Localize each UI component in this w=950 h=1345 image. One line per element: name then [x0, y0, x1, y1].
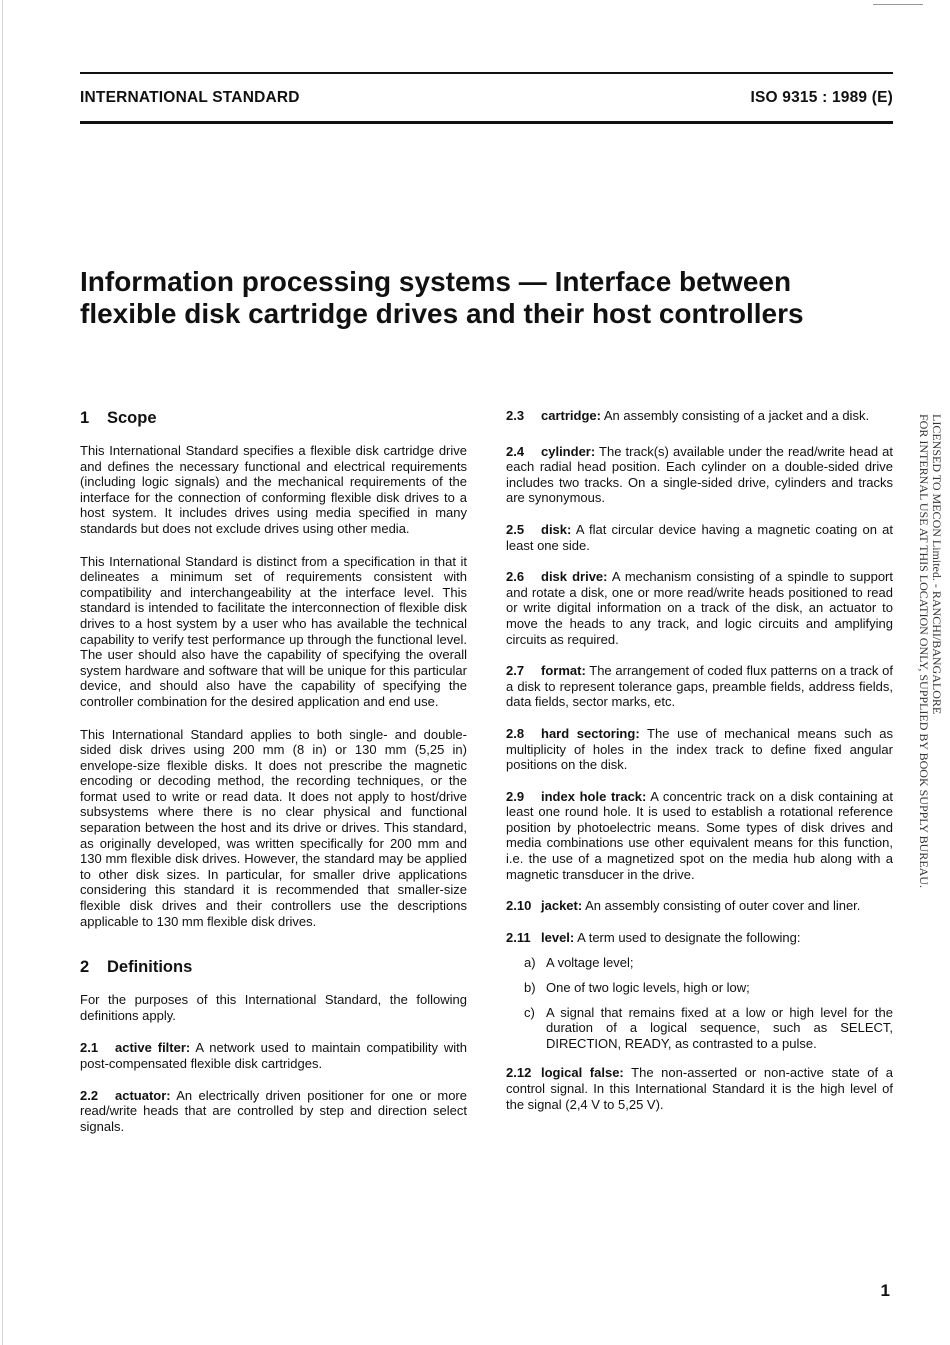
section-heading-definitions: [80, 957, 467, 977]
level-list: [524, 955, 893, 1051]
definition-entry: [506, 789, 893, 883]
scope-paragraph: This International Standard specifies a flexible disk cartridge drive and defines the necessary functional and electrical requirements (including logic signals) and the mechanical requirements of the interface for the connection of conforming flexible disk drives to a host system. It includes drives using media specified in many standards but does not exclude drives using other media.: [80, 443, 467, 536]
definition-term: cartridge:: [541, 408, 601, 423]
header-document-number: ISO 9315 : 1989 (E): [750, 89, 893, 106]
definition-text: The arrangement of coded flux patterns on a track of a disk to represent tolerance gaps, preamble fields, address fields, data fields, sector marks, etc.: [506, 663, 893, 710]
definition-entry: [506, 569, 893, 647]
scope-paragraph: This International Standard is distinct from a specification in that it delineates a minimum set of requirements consistent with compatibility and interchangeability at the interface level. This standard is intended to facilitate the interconnection of flexible disk drives to a host system by a user who has available the technical capability to verify test performance up through the functional level. The user should also have the capability of specifying the overall system hardware and software that will be unique for this particular device, and should also have the capability of specifying the controller combination for the desired application and end use.: [80, 553, 467, 709]
definition-text: A flat circular device having a magnetic coating on at least one side.: [506, 521, 893, 553]
definition-text: An electrically driven positioner for one or more read/write heads that are controlled by step and direction select signals.: [80, 1087, 467, 1134]
definition-number: 2.11: [506, 929, 531, 945]
header-standard-type: INTERNATIONAL STANDARD: [80, 89, 300, 106]
definition-text: A mechanism consisting of a spindle to support and rotate a disk, one or more read/write heads positioned to read or write digital information on a track of the disk, an actuator to move the heads to any track, and logic circuits and amplifying circuits as required.: [506, 569, 893, 647]
list-text: One of two logic levels, high or low;: [546, 980, 750, 996]
definition-term: index hole track:: [541, 788, 647, 804]
definition-term: active filter:: [115, 1040, 191, 1056]
list-label: c): [524, 1004, 535, 1020]
definition-text: The track(s) available under the read/write head at each radial head position. Each cylinder on a double-sided drive includes two tracks. On a single-sided drive, cylinders and tracks are synonymous.: [506, 443, 893, 506]
definition-text: The use of mechanical means such as multiplicity of holes in the index track to define fixed angular positions on the disk.: [506, 725, 894, 773]
page-number: 1: [880, 1281, 890, 1300]
definition-term: logical false:: [541, 1065, 624, 1081]
section-number: 1: [80, 409, 90, 427]
definition-entry: [506, 408, 893, 424]
definition-term: level:: [541, 929, 575, 945]
definition-number: 2.3: [506, 408, 525, 423]
definition-number: 2.12: [506, 1065, 532, 1081]
definition-entry: [506, 726, 893, 773]
section-number: 2: [80, 958, 90, 977]
definition-number: 2.4: [506, 443, 525, 459]
list-item: [524, 955, 893, 971]
definition-text: An assembly consisting of outer cover and liner.: [582, 898, 861, 914]
list-item: [524, 980, 893, 996]
section-heading-scope: [80, 408, 467, 428]
scope-paragraph: This International Standard applies to both single- and double-sided disk drives using 200 mm (8 in) or 130 mm (5,25 in) envelope-size flexible disks. It does not prescribe the magnetic encoding or decoding method, the recording techniques, or the format used to write or read data. It does not apply to host/drive subsystems where there is no clear physical and functional separation between the host and its drive or drives. This standard, as originally developed, was written specifically for 200 mm and 130 mm flexible disk drives. However, the standard may be applied to other disk sizes. In particular, for smaller drive applications considering this standard it is recommended that smaller-size flexible disk drives and their controllers use the descriptions applicable to 130 mm flexible disk drives.: [80, 726, 467, 929]
definition-entry: [506, 522, 893, 553]
definition-entry: [506, 1065, 893, 1112]
list-label: b): [524, 980, 536, 996]
definition-entry: [80, 1088, 467, 1135]
definition-entry: [80, 1040, 467, 1071]
definition-term: cylinder:: [541, 443, 596, 459]
definition-number: 2.9: [506, 788, 525, 804]
definition-entry: [506, 898, 893, 914]
definition-text: A term used to designate the following:: [574, 929, 801, 945]
scan-edge: [2, 0, 3, 1345]
definition-entry: [506, 930, 893, 946]
definition-text: The non-asserted or non-active state of a control signal. In this International Standard it is the high level of the signal (2,4 V to 5,25 V).: [506, 1065, 893, 1112]
definition-number: 2.6: [506, 569, 525, 585]
definition-number: 2.1: [80, 1040, 99, 1056]
right-column: [506, 408, 893, 1128]
left-column: [80, 408, 467, 1150]
header-top-rule: [80, 72, 893, 74]
definition-term: actuator:: [115, 1087, 171, 1103]
definition-number: 2.5: [506, 521, 525, 537]
definition-number: 2.2: [80, 1087, 99, 1103]
definition-entry: [506, 444, 893, 506]
definition-text: A network used to maintain compatibility with post-compensated flexible disk cartridges.: [80, 1040, 467, 1071]
definition-entry: [506, 663, 893, 710]
definition-text: An assembly consisting of a jacket and a disk.: [600, 408, 870, 423]
section-title: Definitions: [107, 958, 193, 977]
definition-term: jacket:: [541, 898, 583, 914]
definition-number: 2.8: [506, 725, 525, 741]
document-title: [80, 266, 900, 330]
license-stamp-line-1: LICENSED TO MECON Limited. - RANCHI/BANGALORE: [930, 414, 944, 715]
list-item: [524, 1005, 893, 1052]
list-text: A signal that remains fixed at a low or high level for the duration of a logical sequence, such as SELECT, DIRECTION, READY, as contrasted to a pulse.: [546, 1004, 893, 1051]
definition-text: A concentric track on a disk containing at least one round hole. It is used to establish a rotational reference position by photoelectric means. Some types of disk drives and media combinations use other equivalent means for this function, i.e. the use of a magnetized spot on the media hub along with a magnetic transducer in the drive.: [506, 788, 894, 882]
license-stamp-line-2: FOR INTERNAL USE AT THIS LOCATION ONLY, SUPPLIED BY BOOK SUPPLY BUREAU.: [917, 414, 931, 888]
definition-term: disk:: [541, 521, 572, 537]
list-text: A voltage level;: [546, 955, 634, 971]
section-title: Scope: [107, 409, 157, 427]
definition-term: disk drive:: [541, 569, 608, 585]
title-line-2: flexible disk cartridge drives and their host controllers: [80, 298, 804, 329]
definition-term: hard sectoring:: [541, 725, 640, 741]
scan-mark: [873, 4, 923, 5]
definitions-intro: For the purposes of this International Standard, the following definitions apply.: [80, 992, 467, 1023]
header-bottom-rule: [80, 121, 893, 124]
license-stamp: [917, 414, 943, 888]
list-label: a): [524, 955, 536, 971]
definition-number: 2.7: [506, 663, 525, 679]
definition-number: 2.10: [506, 898, 532, 914]
definition-term: format:: [541, 663, 586, 679]
title-line-1: Information processing systems — Interface between: [80, 266, 792, 297]
